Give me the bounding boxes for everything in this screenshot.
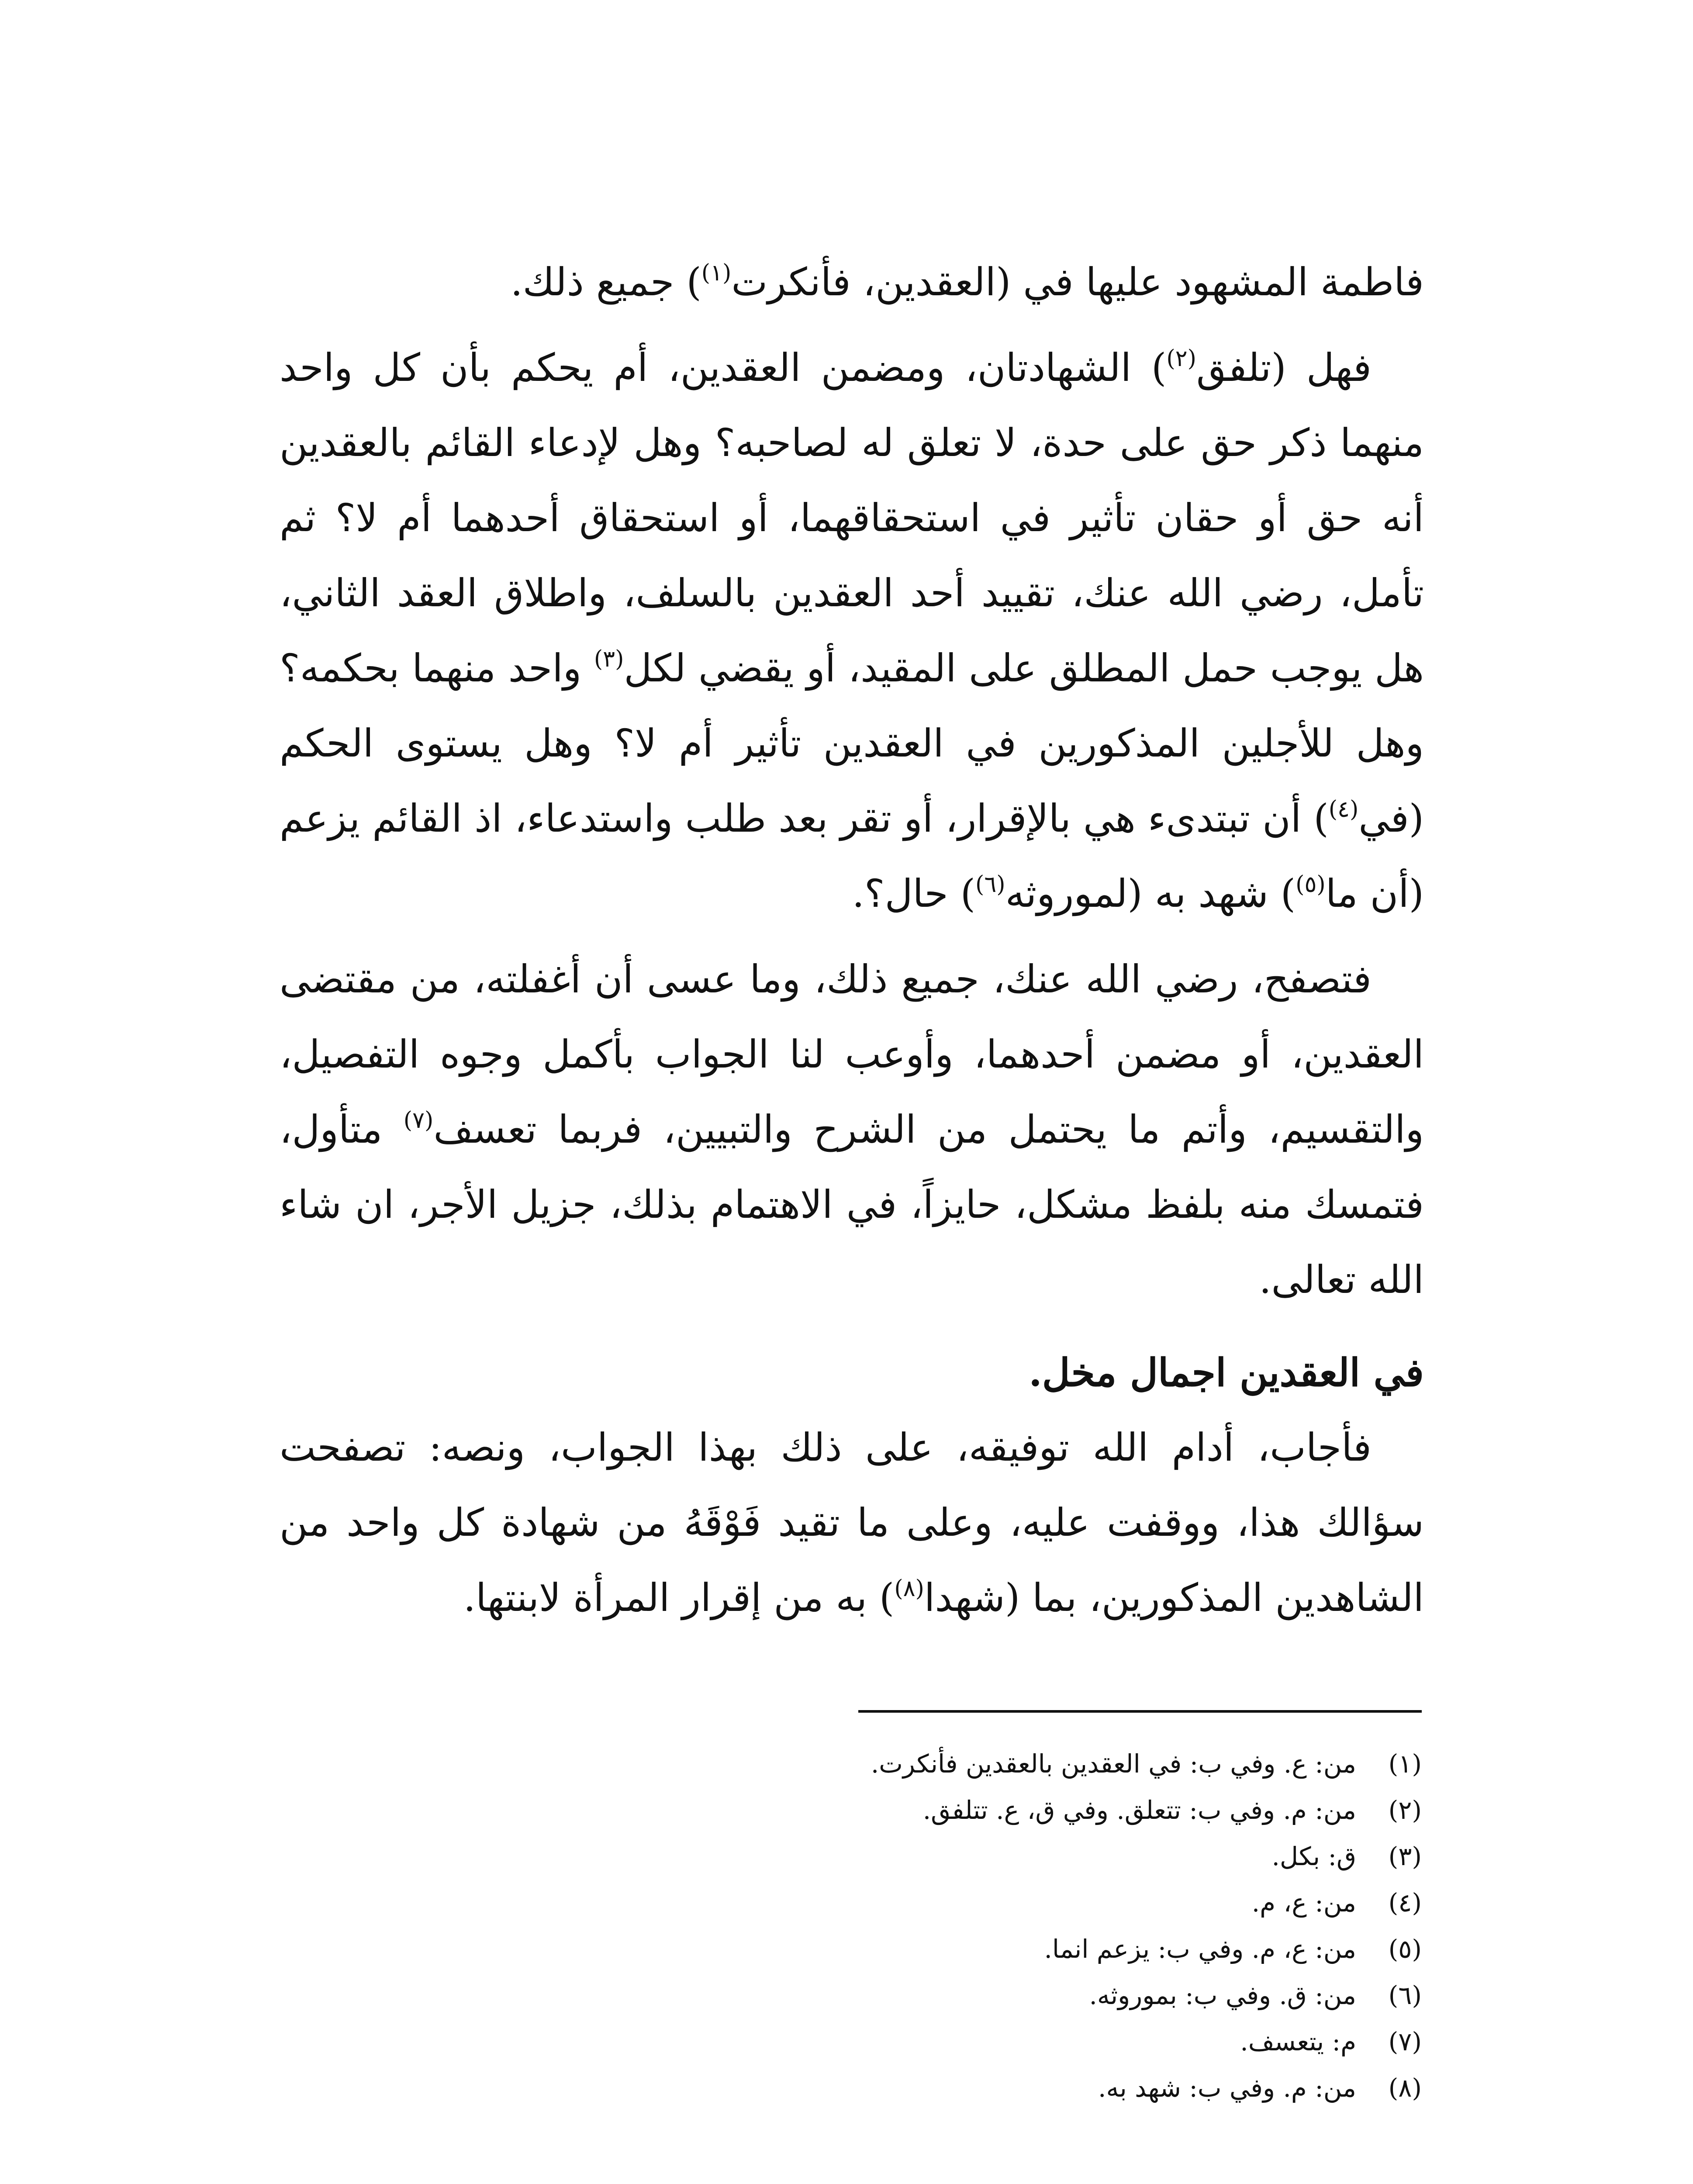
footnote-item xyxy=(699,1833,1422,1880)
footnote-marker: (٥) xyxy=(1296,871,1326,898)
footnotes-list xyxy=(699,1741,1422,2111)
footnote-text: من: ع، م. وفي ب: يزعم انما. xyxy=(1044,1934,1356,1964)
text-run: ) شهد به (لموروثه xyxy=(1005,871,1296,916)
footnote-text: من: ع. وفي ب: في العقدين بالعقدين فأنكرت. xyxy=(871,1749,1356,1779)
footnote-text: م: يتعسف. xyxy=(1240,2027,1356,2056)
text-run: فاطمة المشهود عليها في (العقدين، فأنكرت xyxy=(731,259,1424,304)
footnote-item xyxy=(699,1880,1422,1926)
footnote-marker: (٦) xyxy=(975,871,1005,898)
text-run: فهل (تلفق xyxy=(1196,345,1372,390)
paragraph-1 xyxy=(280,245,1424,320)
footnote-marker: (١) xyxy=(701,260,732,286)
footnote-text: ق: بكل. xyxy=(1271,1842,1356,1871)
footnote-item xyxy=(699,1741,1422,1787)
footnote-item xyxy=(699,1972,1422,2018)
footnote-marker: (٣) xyxy=(594,646,624,672)
text-run: فأجاب، أدام الله توفيقه، على ذلك بهذا الجواب، ونصه: تصفحت سؤالك هذا، ووقفت عليه، وعلى ما تقيد فَوْقَهُ من شهادة كل واحد من الشاهدين المذكورين، بما (شهدا xyxy=(280,1425,1424,1620)
footnote-item xyxy=(699,2065,1422,2111)
footnote-item xyxy=(699,2018,1422,2065)
footnote-marker: (٧) xyxy=(403,1107,434,1133)
footnote-item xyxy=(699,1926,1422,1972)
text-run: متأول، فتمسك منه بلفظ مشكل، حايزاً، في الاهتمام بذلك، جزيل الأجر، ان شاء الله تعالى. xyxy=(280,1107,1424,1302)
footnote-number: (٤) xyxy=(1388,1888,1422,1918)
paragraph-3 xyxy=(280,942,1424,1317)
main-text xyxy=(280,245,1424,1635)
footnote-number: (١) xyxy=(1388,1749,1422,1779)
text-run: ) الشهادتان، ومضمن العقدين، أم يحكم بأن كل واحد منهما ذكر حق على حدة، لا تعلق له لصاحبه؟ وهل لإدعاء القائم بالعقدين أنه حق أو حقان تأثير في استحقاقهما، أو استحقاق أحدهما أم لا؟ ثم تأمل، رضي الله عنك، تقييد أحد العقدين بالسلف، واطلاق العقد الثاني، هل يوجب حمل المطلق على المقيد، أو يقضي لكل xyxy=(280,345,1424,691)
footnote-text: من: م. وفي ب: شهد به. xyxy=(1098,2073,1356,2103)
footnote-text: من: ق. وفي ب: بموروثه. xyxy=(1089,1980,1356,2010)
footnote-marker: (٢) xyxy=(1166,346,1196,372)
footnote-number: (٣) xyxy=(1388,1842,1422,1871)
paragraph-2 xyxy=(280,330,1424,931)
footnote-text: من: م. وفي ب: تتعلق. وفي ق، ع. تتلفق. xyxy=(923,1795,1356,1825)
paragraph-4 xyxy=(280,1410,1424,1635)
footnote-item xyxy=(699,1787,1422,1833)
text-run: فتصفح، رضي الله عنك، جميع ذلك، وما عسى أن أغفلته، من مقتضى العقدين، أو مضمن أحدهما، وأوعب لنا الجواب بأكمل وجوه التفصيل، والتقسيم، وأتم ما يحتمل من الشرح والتبيين، فربما تعسف xyxy=(280,957,1424,1152)
text-run: واحد منهما بحكمه؟ وهل للأجلين المذكورين في العقدين تأثير أم لا؟ وهل يستوى الحكم (في xyxy=(280,646,1424,841)
section-heading: في العقدين اجمال مخل. xyxy=(1029,1350,1424,1395)
text-run: ) حال؟. xyxy=(852,871,976,916)
text-run: ) به من إقرار المرأة لابنتها. xyxy=(463,1575,895,1620)
footnote-separator xyxy=(858,1710,1422,1713)
text-run: ) جميع ذلك. xyxy=(510,259,701,304)
footnote-marker: (٨) xyxy=(894,1576,924,1602)
text-run: ) أن تبتدىء هي بالإقرار، أو تقر بعد طلب واستدعاء، اذ القائم يزعم (أن ما xyxy=(280,796,1424,916)
footnote-number: (٨) xyxy=(1388,2073,1422,2103)
footnote-number: (٥) xyxy=(1388,1934,1422,1964)
footnote-number: (٦) xyxy=(1388,1980,1422,2010)
footnote-number: (٧) xyxy=(1388,2027,1422,2056)
footnote-number: (٢) xyxy=(1388,1795,1422,1825)
footnote-marker: (٤) xyxy=(1328,796,1359,822)
footnote-text: من: ع، م. xyxy=(1251,1888,1356,1918)
